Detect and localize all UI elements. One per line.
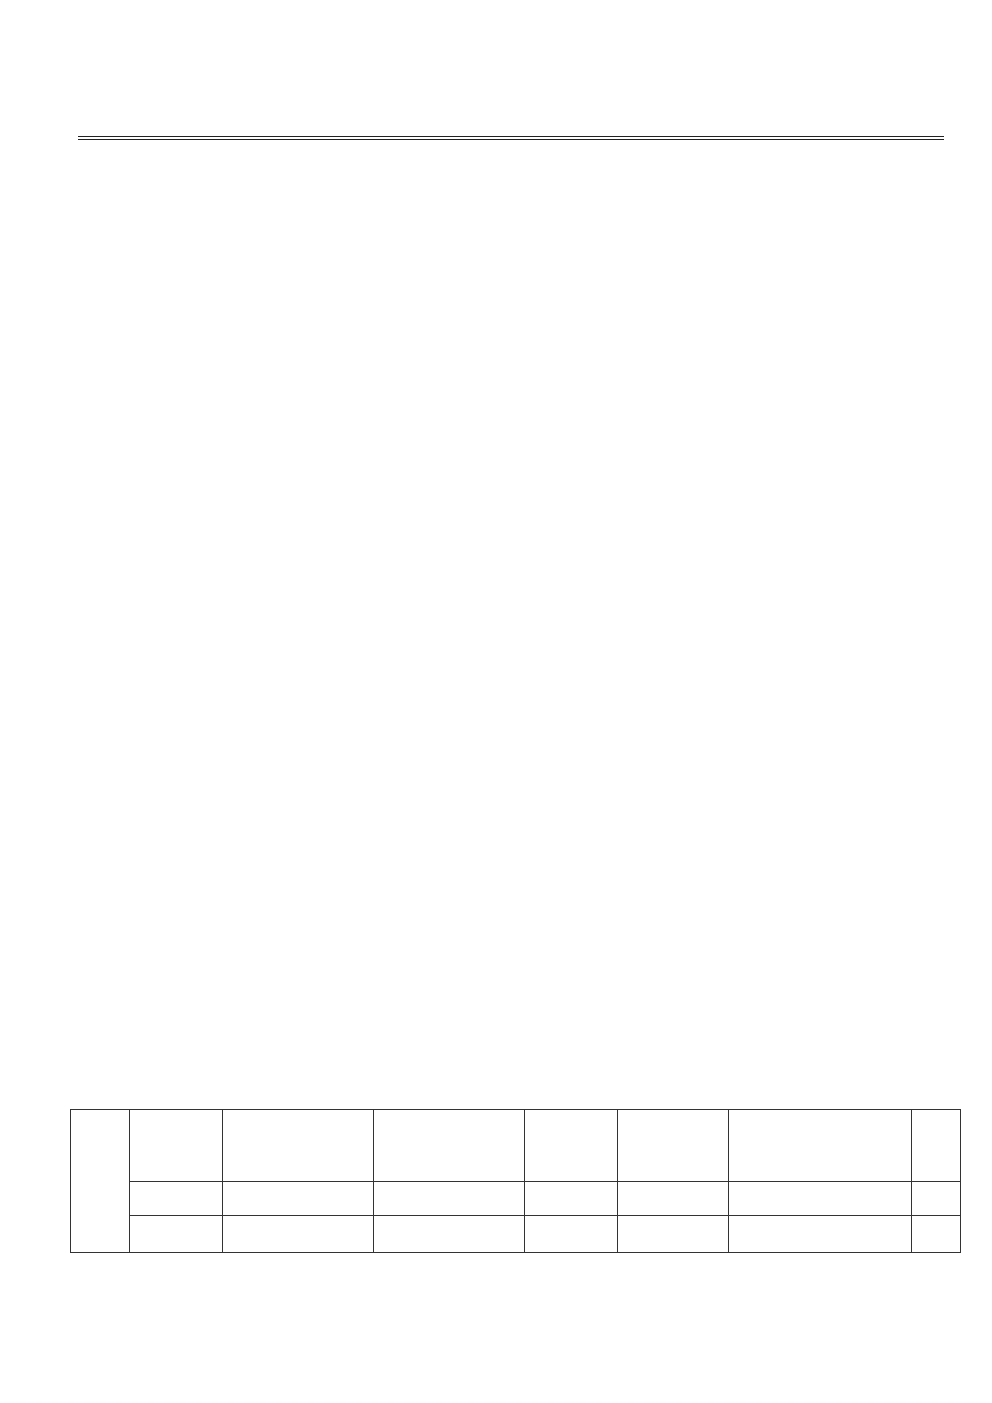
- rubric-score-exposition[interactable]: [223, 1216, 374, 1253]
- rubric-header-total: [912, 1110, 961, 1182]
- rubric-table: [70, 1109, 961, 1253]
- header-rule: [78, 136, 944, 137]
- rubric-max-paragraphing: [374, 1182, 525, 1216]
- rubric-header-grammar: [618, 1110, 729, 1182]
- rubric-header-handwriting: [729, 1110, 912, 1182]
- rubric-score-grammar[interactable]: [618, 1216, 729, 1253]
- rubric-max-outline: [130, 1182, 223, 1216]
- rubric-header-paragraphing: [374, 1110, 525, 1182]
- rubric-score-total[interactable]: [912, 1216, 961, 1253]
- rubric-max-grammar: [618, 1182, 729, 1216]
- rubric-max-spelling: [525, 1182, 618, 1216]
- rubric-max-exposition: [223, 1182, 374, 1216]
- rubric-header-outline: [130, 1110, 223, 1182]
- rubric-side-cell: [71, 1110, 130, 1253]
- rubric-score-spelling[interactable]: [525, 1216, 618, 1253]
- rubric-header-exposition: [223, 1110, 374, 1182]
- header-rule-double: [78, 139, 944, 140]
- rubric-header-spelling: [525, 1110, 618, 1182]
- rubric-max-handwriting: [729, 1182, 912, 1216]
- rubric-max-total: [912, 1182, 961, 1216]
- rubric-score-paragraphing[interactable]: [374, 1216, 525, 1253]
- rubric-score-outline[interactable]: [130, 1216, 223, 1253]
- rubric-score-handwriting[interactable]: [729, 1216, 912, 1253]
